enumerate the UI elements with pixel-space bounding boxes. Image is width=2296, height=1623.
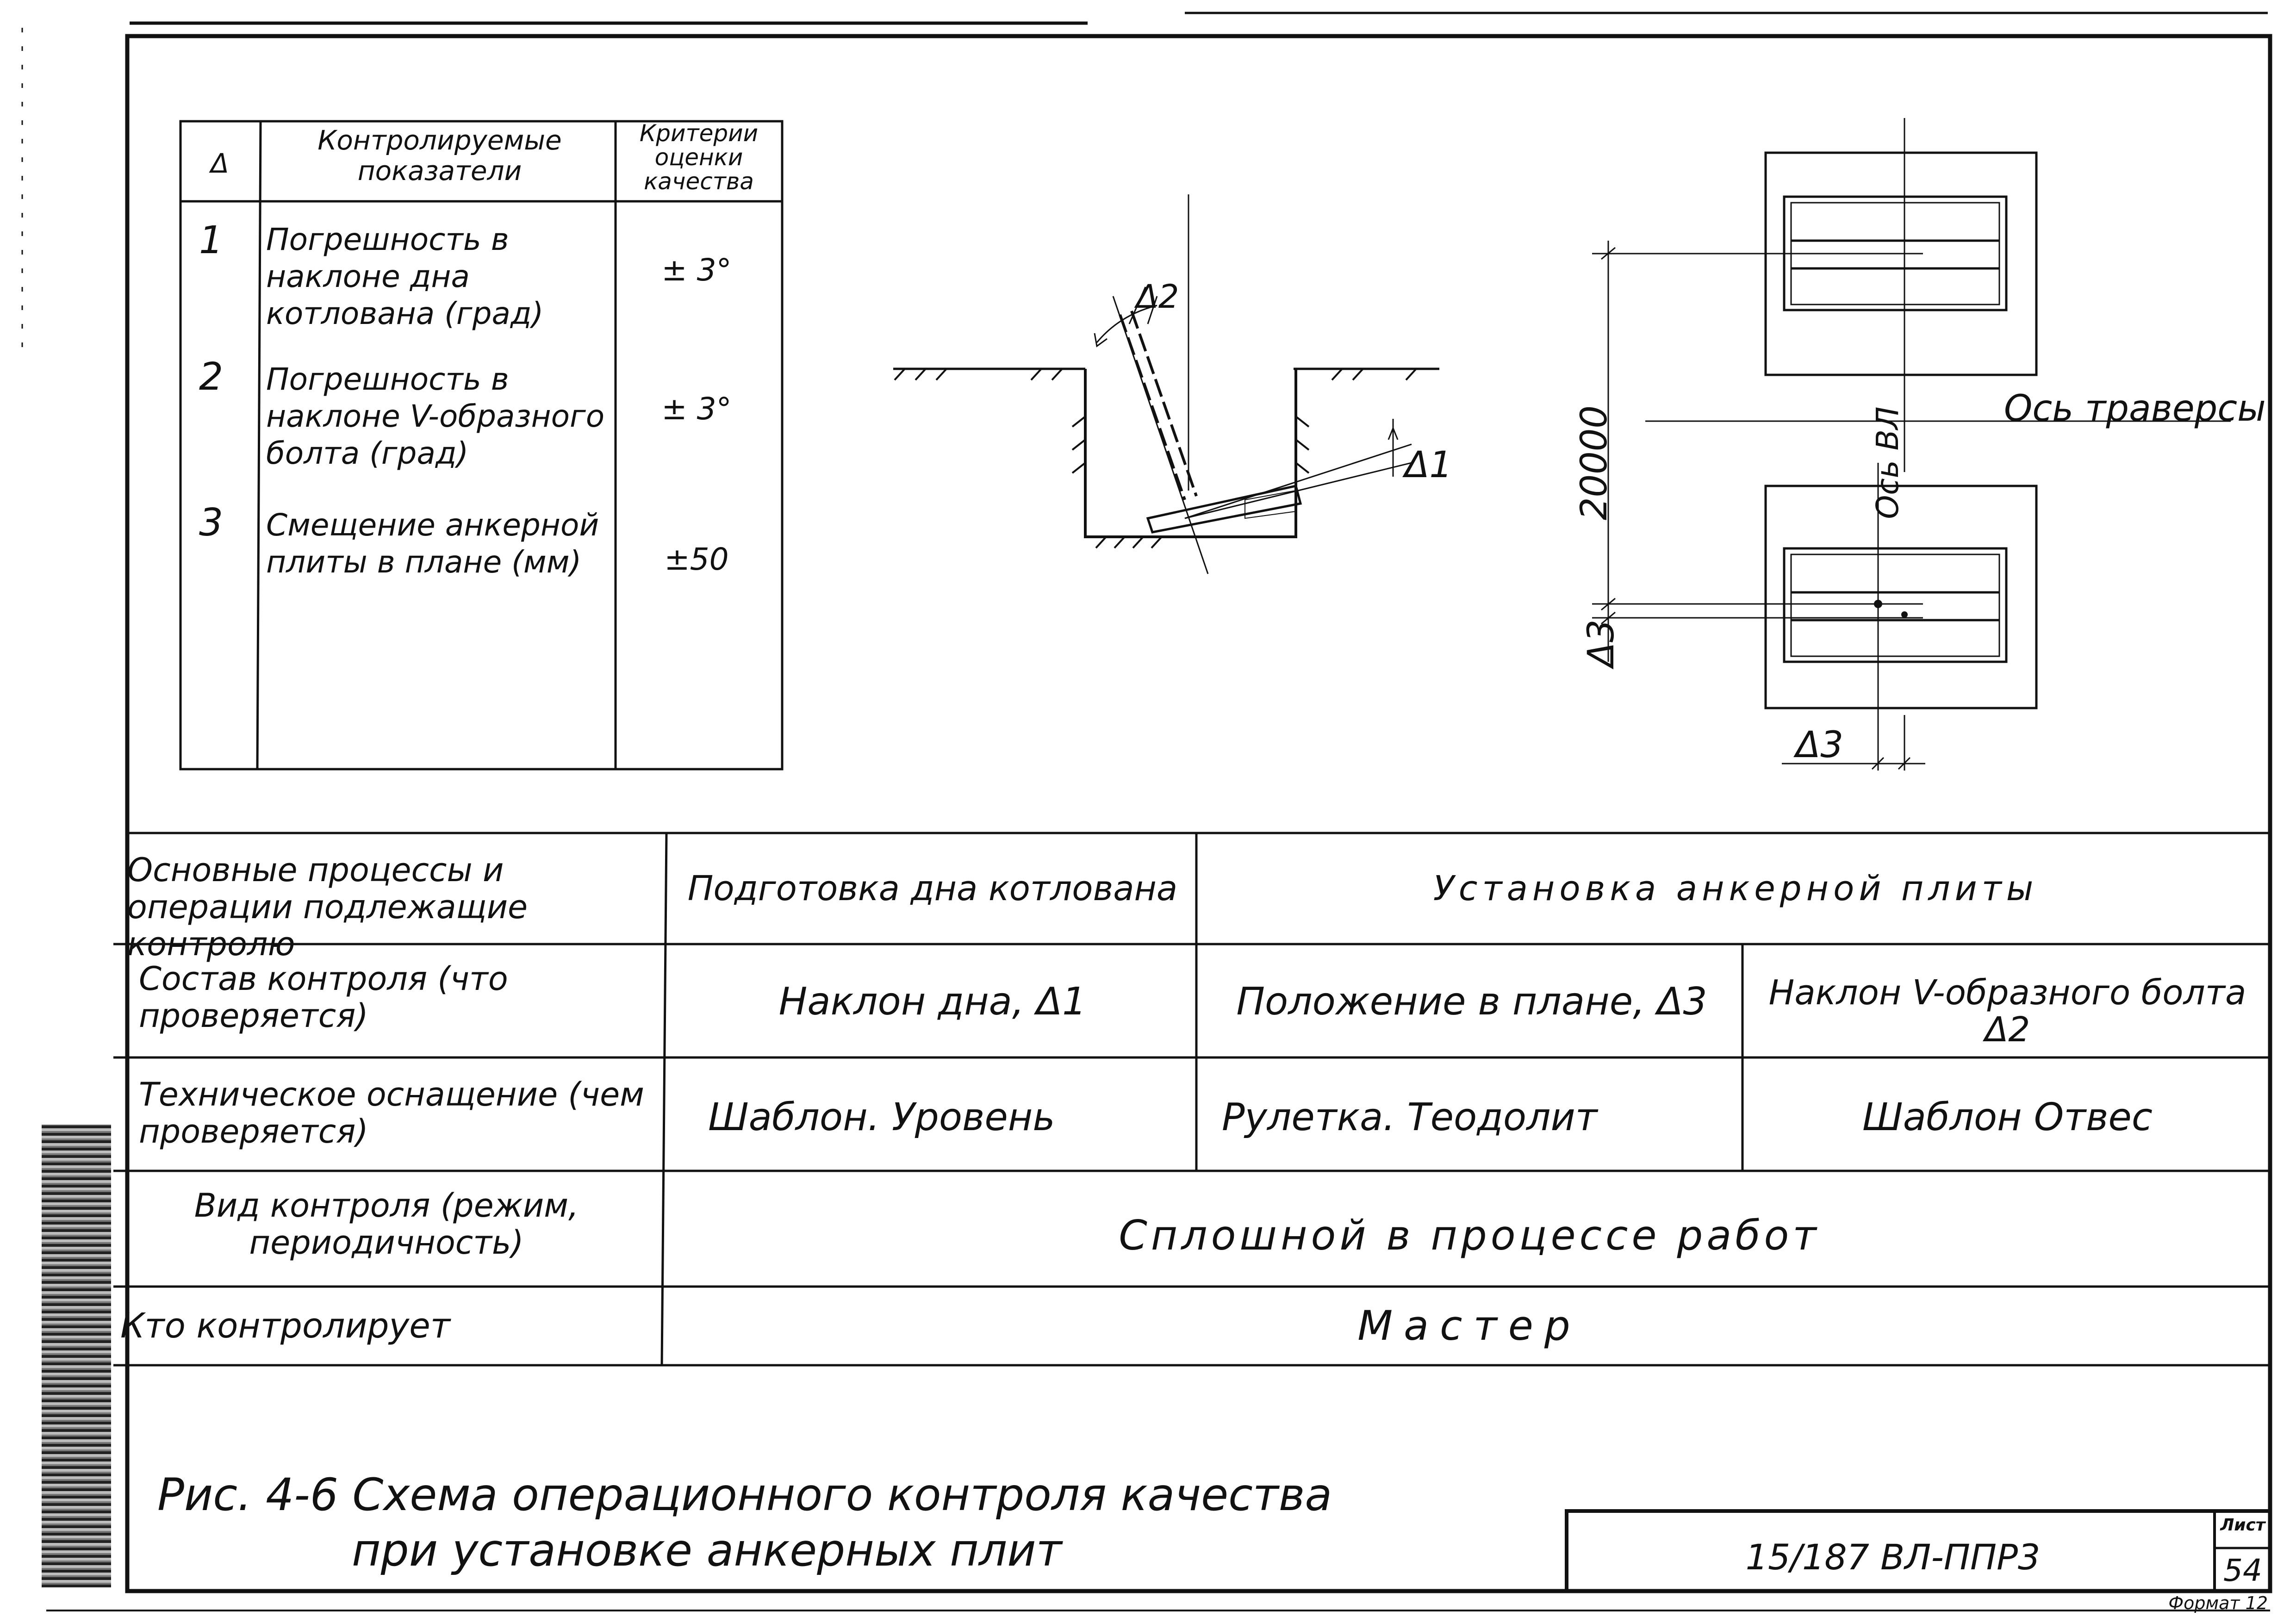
control-row-1-cell-2: Установка анкерной плиты: [1433, 869, 2038, 908]
sheet-label: Лист: [2220, 1516, 2265, 1535]
figure-caption-line-2: при установке анкерных плит: [352, 1524, 1062, 1576]
row-2-indicator: Погрешность в наклоне V-образного болта (град): [266, 361, 605, 471]
control-row-1-label: Основные процессы и операции подлежащие контролю: [127, 851, 528, 963]
header-indicators: Контролируемые показатели: [317, 124, 562, 187]
control-row-2-cell-2: Положение в плане, Δ3: [1236, 980, 1707, 1024]
control-row-2-cell-3: Наклон V-образного болта Δ2: [1768, 973, 2246, 1050]
control-row-2-cell-1: Наклон дна, Δ1: [778, 980, 1087, 1024]
control-row-5-cell-1: Мастер: [1357, 1302, 1581, 1349]
row-1-criterion: ± 3°: [661, 252, 732, 288]
row-3-index: 3: [199, 501, 224, 545]
control-row-2-label: Состав контроля (что проверяется): [139, 960, 508, 1035]
label-axis-traverse: Ось траверсы: [2004, 388, 2266, 429]
header-criteria: Критерии оценки качества: [639, 120, 759, 195]
label-delta-1: Δ1: [1405, 444, 1452, 486]
label-delta-2: Δ2: [1136, 278, 1179, 316]
document-code: 15/187 ВЛ-ППР3: [1745, 1536, 2041, 1578]
row-1-index: 1: [199, 218, 224, 262]
control-row-5-label: Кто контролирует: [120, 1306, 450, 1346]
sheet-number: 54: [2223, 1553, 2262, 1588]
archive-stamp: [42, 1125, 111, 1587]
row-2-index: 2: [199, 355, 224, 399]
row-3-criterion: ±50: [664, 541, 729, 577]
label-delta-3-bottom: Δ3: [1796, 724, 1843, 766]
row-3-indicator: Смещение анкерной плиты в плане (мм): [266, 507, 599, 580]
row-1-indicator: Погрешность в наклоне дна котлована (град): [266, 222, 544, 331]
paper-format: Формат 12: [2168, 1593, 2268, 1613]
control-row-1-cell-1: Подготовка дна котлована: [687, 869, 1178, 908]
label-delta-3-left: Δ3: [1580, 619, 1622, 667]
control-row-3-cell-1: Шаблон. Уровень: [708, 1095, 1055, 1139]
row-2-criterion: ± 3°: [661, 391, 732, 427]
header-index: Δ: [211, 148, 229, 179]
control-row-3-cell-3: Шаблон Отвес: [1862, 1095, 2153, 1139]
figure-caption-line-1: Рис. 4-6 Схема операционного контроля качества: [157, 1469, 1332, 1521]
control-row-4-label: Вид контроля (режим, периодичность): [194, 1187, 579, 1262]
control-row-3-label: Техническое оснащение (чем проверяется): [139, 1076, 644, 1150]
label-axis-vl: Ось ВЛ: [1870, 406, 1905, 519]
control-row-4-cell-1: Сплошной в процессе работ: [1119, 1212, 1820, 1259]
control-row-3-cell-2: Рулетка. Теодолит: [1222, 1095, 1598, 1139]
dimension-20000: 20000: [1574, 405, 1615, 521]
